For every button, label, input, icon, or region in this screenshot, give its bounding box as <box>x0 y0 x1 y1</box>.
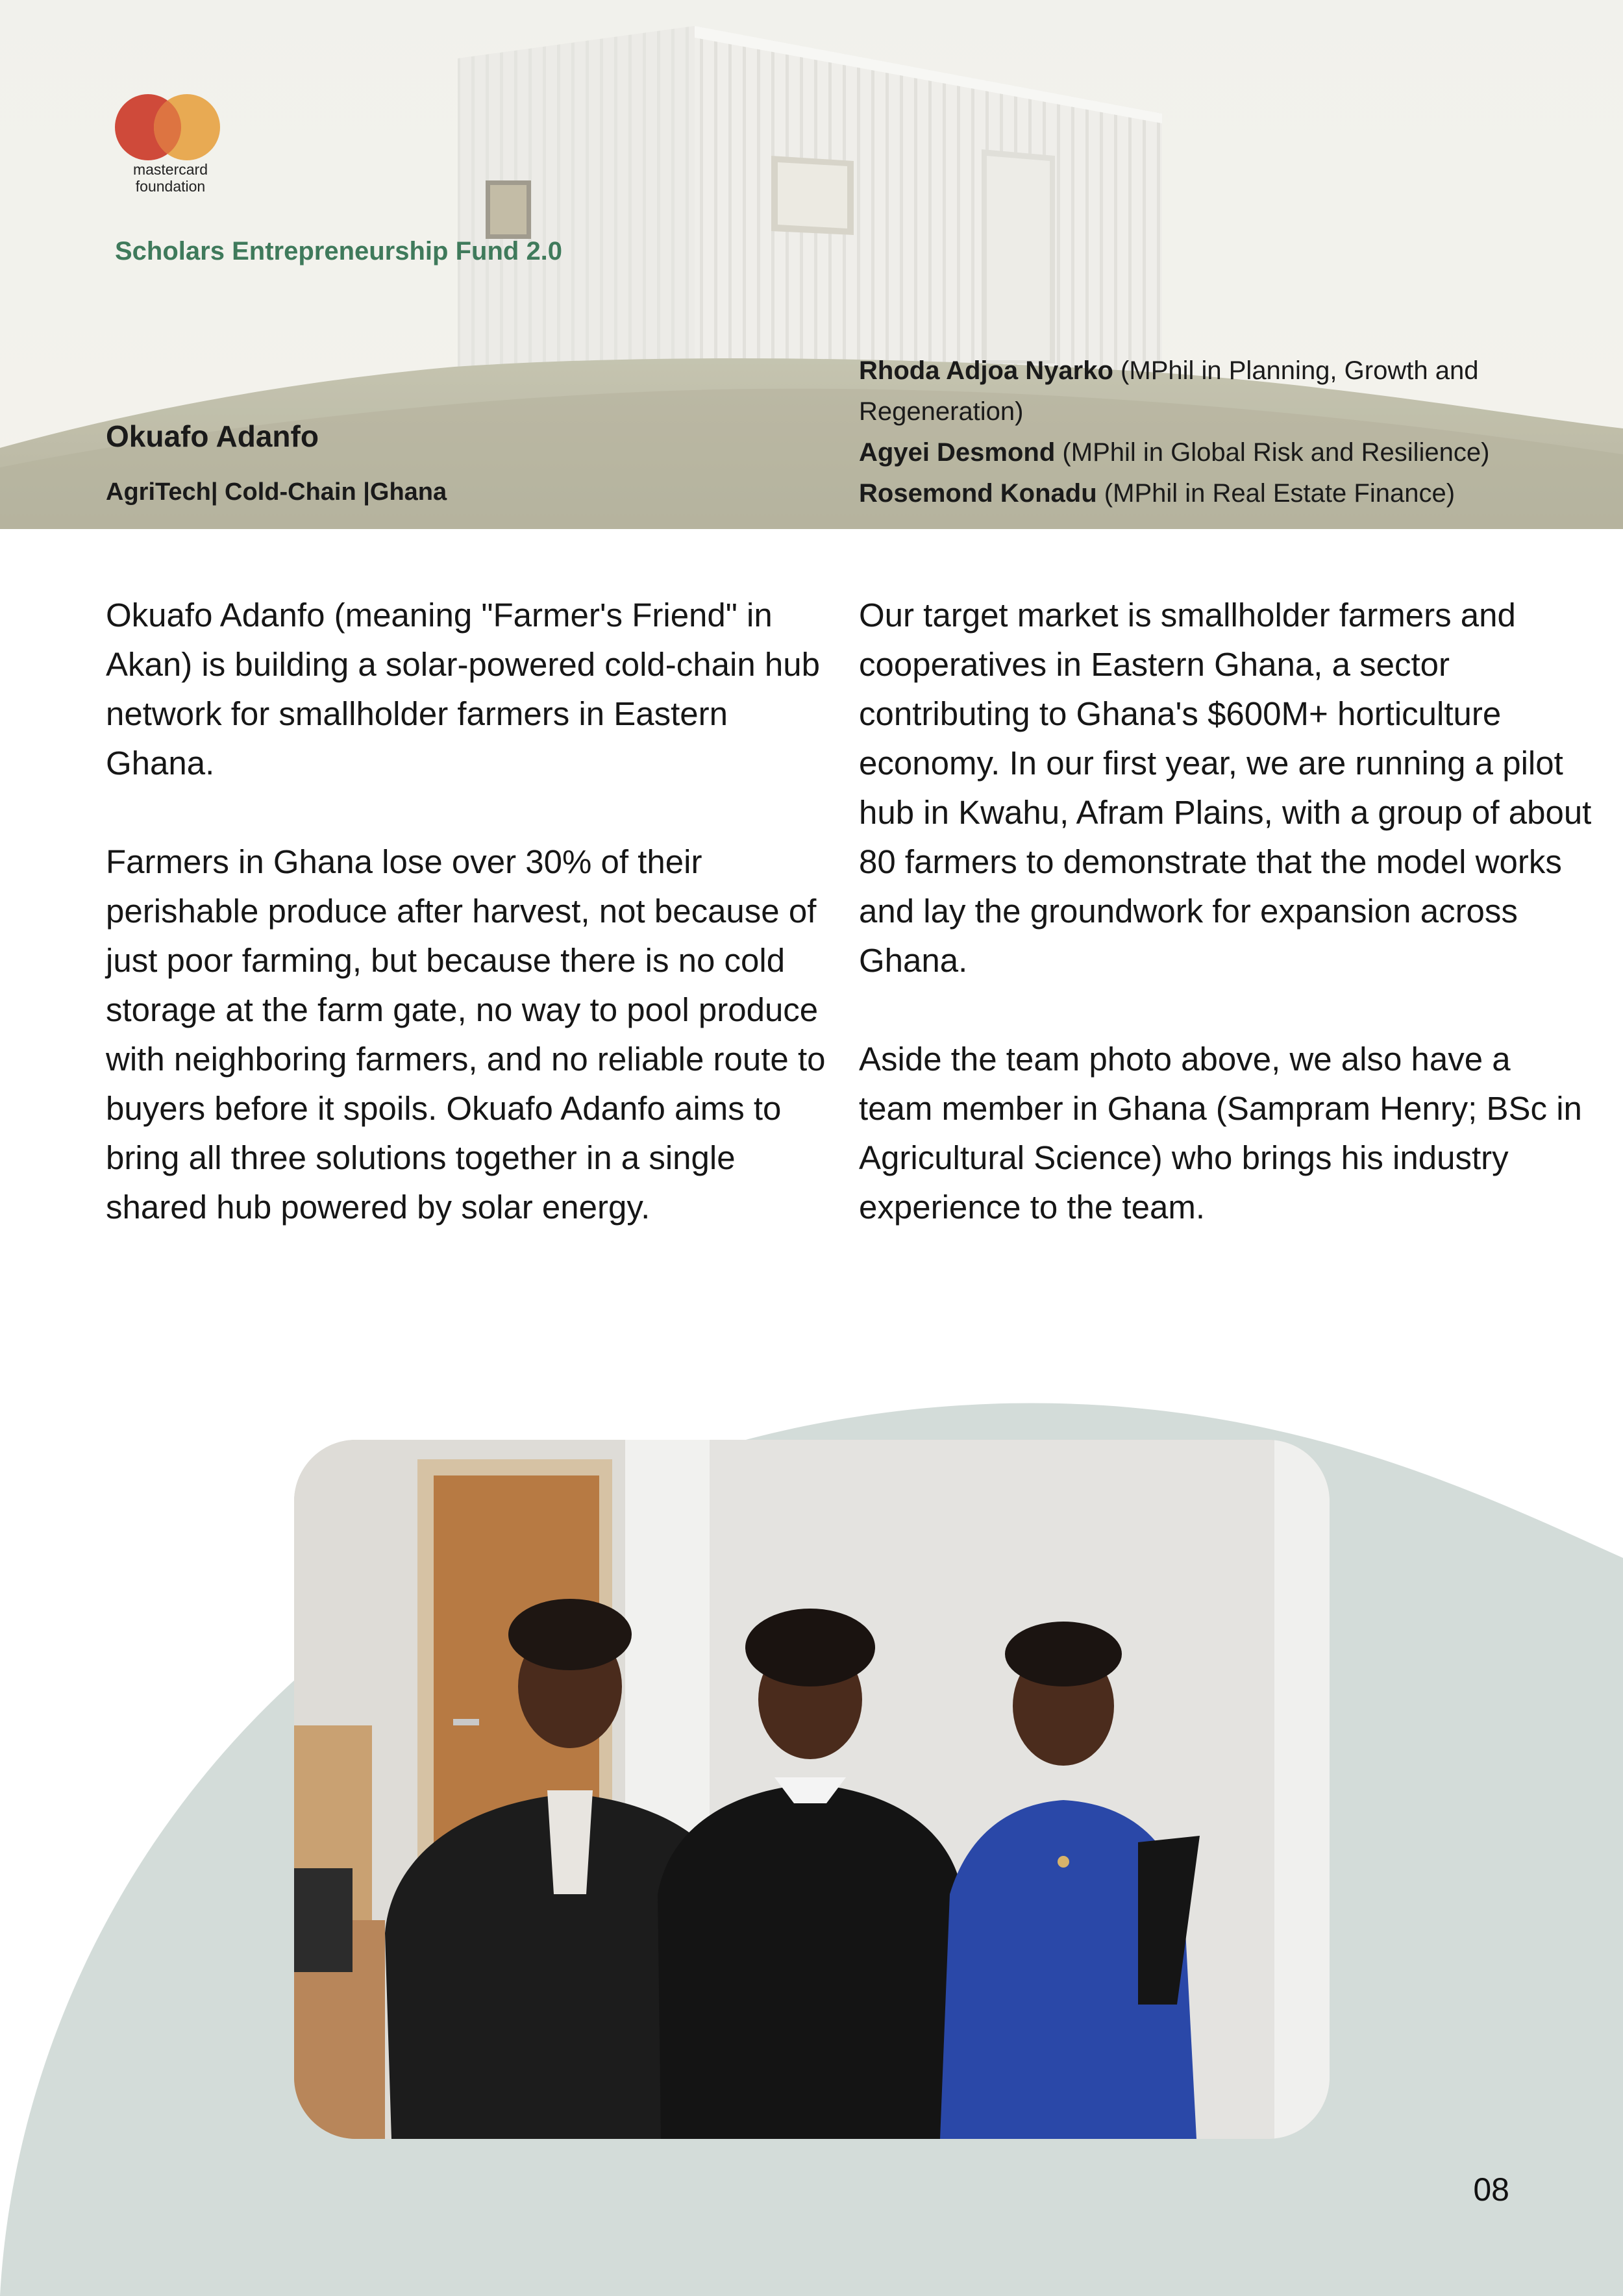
venture-tags: AgriTech| Cold-Chain |Ghana <box>106 478 447 506</box>
logo-word-1: mastercard <box>132 161 208 178</box>
body-right-column <box>859 591 1592 1232</box>
fund-title: Scholars Entrepreneurship Fund 2.0 <box>115 237 563 265</box>
body-paragraph: Farmers in Ghana lose over 30% of their perishable produce after harvest, not because of just poor farming, but because there is no cold storage at the farm gate, no way to pool produce with neighboring farmers, and no reliable route to buyers before it spoils. Okuafo Adanfo aims to bring all three solutions together in a single shared hub powered by solar energy. <box>106 843 826 1226</box>
team-member-name: Rosemond Konadu <box>859 479 1097 508</box>
logo-wordmark <box>114 161 227 195</box>
team-member <box>859 351 1592 432</box>
logo-word-2: foundation <box>135 178 206 195</box>
team-member <box>859 473 1592 514</box>
venture-name: Okuafo Adanfo <box>106 419 319 453</box>
mastercard-foundation-logo <box>114 94 227 198</box>
team-member <box>859 432 1592 473</box>
team-member-degree: (MPhil in Global Risk and Resilience) <box>1062 438 1490 467</box>
hero-banner <box>0 0 1623 529</box>
page-number: 08 <box>1473 2171 1509 2208</box>
body-left-column <box>106 591 826 1232</box>
body-paragraph: Aside the team photo above, we also have a team member in Ghana (Sampram Henry; BSc in Agricultural Science) who brings his industry experience to the team. <box>859 1041 1582 1226</box>
team-member-name: Agyei Desmond <box>859 438 1056 467</box>
team-photo <box>294 1440 1330 2139</box>
team-member-degree: (MPhil in Real Estate Finance) <box>1104 479 1456 508</box>
body-paragraph: Okuafo Adanfo (meaning "Farmer's Friend" in Akan) is building a solar-powered cold-chain hub network for smallholder farmers in Eastern Ghana. <box>106 597 820 782</box>
body-paragraph: Our target market is smallholder farmers and cooperatives in Eastern Ghana, a sector contributing to Ghana's $600M+ horticulture economy. In our first year, we are running a pilot hub in Kwahu, Afram Plains, with a group of about 80 farmers to demonstrate that the model works and lay the groundwork for expansion across Ghana. <box>859 597 1592 979</box>
team-member-degree: (MPhil in Planning, Growth and Regeneration) <box>859 356 1479 426</box>
team-member-name: Rhoda Adjoa Nyarko <box>859 356 1113 385</box>
logo-overlap <box>154 94 220 160</box>
team-photo-illustration <box>294 1440 1330 2139</box>
team-list <box>859 351 1592 514</box>
